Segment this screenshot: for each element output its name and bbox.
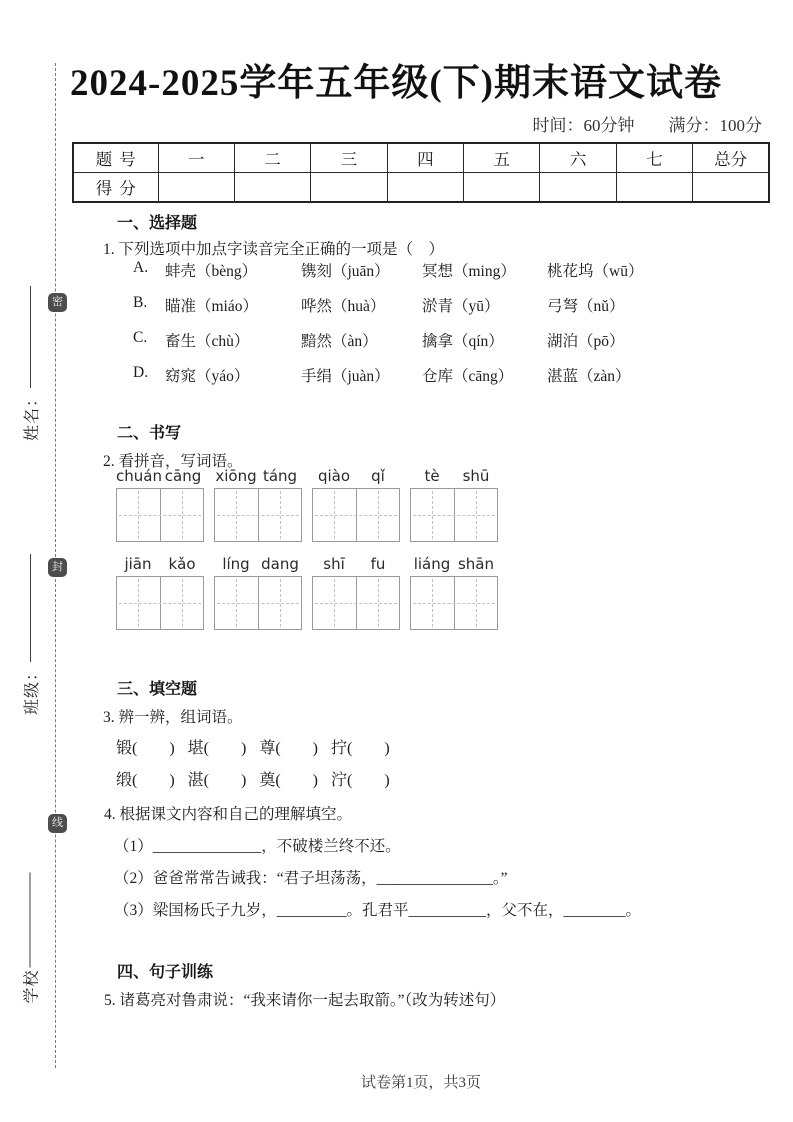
word-build-item: 锻( ) bbox=[116, 740, 175, 757]
option-row-c bbox=[133, 329, 758, 351]
writing-grid-box bbox=[312, 488, 400, 542]
option-word: 畜生（chù） bbox=[165, 333, 250, 350]
pinyin-syllable: tè bbox=[424, 467, 440, 485]
word-build-item: 缎( ) bbox=[116, 772, 175, 789]
score-table-score-row bbox=[73, 173, 769, 203]
question-4-item-2: （2）爸爸常常告诫我：“君子坦荡荡，_______________。” bbox=[114, 870, 508, 887]
pinyin-syllable: chuán bbox=[116, 467, 162, 485]
pinyin-syllable: shū bbox=[462, 467, 490, 485]
pinyin-labels-row-2 bbox=[116, 555, 498, 573]
writing-grid-cell bbox=[454, 577, 498, 629]
writing-grid-cell bbox=[215, 489, 258, 541]
pinyin-group bbox=[312, 555, 400, 573]
writing-grid-cell bbox=[160, 577, 204, 629]
score-table-header-cell: 五 bbox=[464, 143, 540, 173]
writing-grid-box bbox=[116, 576, 204, 630]
option-label: A. bbox=[133, 259, 149, 276]
writing-grid-cell bbox=[411, 489, 454, 541]
word-build-item: 尊( ) bbox=[259, 740, 319, 757]
name-field bbox=[19, 271, 41, 441]
pinyin-syllable: qǐ bbox=[371, 467, 385, 485]
option-row-d bbox=[133, 364, 758, 386]
school-blank-line bbox=[29, 872, 30, 967]
option-word: 蚌壳（bèng） bbox=[165, 263, 258, 280]
word-build-item: 湛( ) bbox=[187, 772, 247, 789]
score-cell bbox=[693, 173, 769, 203]
school-label: 学校 bbox=[23, 969, 40, 1004]
word-build-row-2 bbox=[116, 767, 390, 790]
pinyin-group bbox=[312, 467, 400, 485]
writing-grid-cell bbox=[411, 577, 454, 629]
pinyin-syllable: táng bbox=[262, 467, 298, 485]
score-cell bbox=[616, 173, 692, 203]
score-table bbox=[72, 142, 770, 203]
seal-char-mi: 密 bbox=[48, 293, 67, 312]
pinyin-labels-row-1 bbox=[116, 467, 498, 485]
seal-char-feng: 封 bbox=[48, 558, 67, 577]
pinyin-syllable: qiào bbox=[317, 467, 351, 485]
pinyin-syllable: fu bbox=[370, 555, 386, 573]
option-word: 湛蓝（zàn） bbox=[547, 368, 631, 385]
writing-grid-box bbox=[312, 576, 400, 630]
score-row-label: 得分 bbox=[73, 173, 158, 203]
writing-grid-cell bbox=[356, 577, 400, 629]
section-fill-heading: 三、填空题 bbox=[117, 681, 198, 698]
page-footer: 试卷第1页，共3页 bbox=[360, 1075, 481, 1091]
pinyin-group bbox=[410, 467, 498, 485]
section-choice-heading: 一、选择题 bbox=[117, 215, 198, 232]
pinyin-group bbox=[116, 467, 204, 485]
word-build-item: 堪( ) bbox=[187, 740, 247, 757]
writing-grid-box bbox=[116, 488, 204, 542]
exam-meta bbox=[72, 111, 762, 136]
option-row-b bbox=[133, 294, 758, 316]
option-label: C. bbox=[133, 329, 148, 346]
score-table-header-cell: 二 bbox=[234, 143, 310, 173]
question-4-item-3: （3）梁国杨氏子九岁，_________。孔君平__________，父不在，________。 bbox=[114, 902, 642, 919]
option-word: 黯然（àn） bbox=[301, 333, 378, 350]
score-cell bbox=[464, 173, 540, 203]
question-1-stem: 1. 下列选项中加点字读音完全正确的一项是（ ） bbox=[103, 241, 445, 258]
writing-grid-cell bbox=[215, 577, 258, 629]
writing-grid-box bbox=[214, 576, 302, 630]
writing-grid-cell bbox=[160, 489, 204, 541]
name-blank-line bbox=[30, 286, 31, 388]
writing-grid-cell bbox=[454, 489, 498, 541]
class-label: 班级： bbox=[23, 663, 41, 715]
pinyin-syllable: jiān bbox=[124, 555, 152, 573]
score-cell bbox=[311, 173, 387, 203]
score-table-header-row bbox=[73, 143, 769, 173]
writing-grid-cell bbox=[356, 489, 400, 541]
option-word: 冥想（ming） bbox=[422, 263, 516, 280]
score-table-header-cell: 一 bbox=[158, 143, 234, 173]
class-field bbox=[19, 545, 41, 715]
school-field bbox=[19, 849, 41, 1004]
writing-grid-cell bbox=[258, 489, 302, 541]
page-title: 2024-2025学年五年级(下)期末语文试卷 bbox=[70, 63, 722, 104]
option-word: 瞄准（miáo） bbox=[165, 298, 258, 315]
class-blank-line bbox=[30, 554, 31, 662]
pinyin-group bbox=[116, 555, 204, 573]
writing-grid-cell bbox=[117, 577, 160, 629]
option-label: B. bbox=[133, 294, 148, 311]
writing-grid-cell bbox=[258, 577, 302, 629]
pinyin-syllable: kǎo bbox=[168, 555, 196, 573]
seal-char-xian: 线 bbox=[48, 814, 67, 833]
score-table-header-cell: 七 bbox=[616, 143, 692, 173]
option-word: 哗然（huà） bbox=[301, 298, 386, 315]
option-word: 窈窕（yáo） bbox=[165, 368, 250, 385]
option-label: D. bbox=[133, 364, 149, 381]
score-table-header-cell: 六 bbox=[540, 143, 616, 173]
pinyin-syllable: xiōng bbox=[215, 467, 257, 485]
pinyin-syllable: líng bbox=[222, 555, 250, 573]
score-table-header-cell: 题号 bbox=[73, 143, 158, 173]
question-5-stem: 5. 诸葛亮对鲁肃说：“我来请你一起去取箭。”（改为转述句） bbox=[104, 992, 506, 1009]
score-table-header-cell: 总分 bbox=[693, 143, 769, 173]
pinyin-syllable: dang bbox=[261, 555, 299, 573]
option-word: 擒拿（qín） bbox=[422, 333, 504, 350]
writing-grid-box bbox=[410, 488, 498, 542]
option-word: 镌刻（juān） bbox=[301, 263, 390, 280]
question-2-stem: 2. 看拼音，写词语。 bbox=[103, 453, 243, 470]
section-sentence-heading: 四、句子训练 bbox=[117, 964, 214, 981]
score-cell bbox=[158, 173, 234, 203]
writing-grid-row-1 bbox=[116, 488, 498, 542]
section-writing-heading: 二、书写 bbox=[117, 425, 182, 442]
pinyin-syllable: liáng bbox=[413, 555, 451, 573]
writing-grid-box bbox=[214, 488, 302, 542]
score-table-header-cell: 三 bbox=[311, 143, 387, 173]
pinyin-syllable: cāng bbox=[164, 467, 202, 485]
word-build-item: 泞( ) bbox=[331, 772, 390, 789]
question-4-item-1: （1）______________，不破楼兰终不还。 bbox=[114, 838, 401, 855]
word-build-row-1 bbox=[116, 735, 390, 758]
pinyin-syllable: shān bbox=[457, 555, 495, 573]
full-score: 满分：100分 bbox=[668, 116, 762, 135]
pinyin-group bbox=[214, 467, 302, 485]
time-limit: 时间：60分钟 bbox=[532, 116, 635, 135]
pinyin-syllable: shī bbox=[323, 555, 345, 573]
writing-grid-cell bbox=[117, 489, 160, 541]
writing-grid-cell bbox=[313, 577, 356, 629]
score-cell bbox=[234, 173, 310, 203]
option-word: 仓库（cāng） bbox=[422, 368, 514, 385]
score-cell bbox=[540, 173, 616, 203]
option-word: 手绢（juàn） bbox=[301, 368, 390, 385]
pinyin-group bbox=[410, 555, 498, 573]
option-word: 淤青（yū） bbox=[422, 298, 500, 315]
score-cell bbox=[387, 173, 463, 203]
option-word: 湖泊（pō） bbox=[547, 333, 625, 350]
question-3-stem: 3. 辨一辨，组词语。 bbox=[103, 709, 243, 726]
writing-grid-box bbox=[410, 576, 498, 630]
writing-grid-row-2 bbox=[116, 576, 498, 630]
option-word: 弓弩（nǔ） bbox=[547, 298, 625, 315]
option-row-a bbox=[133, 259, 758, 281]
name-label: 姓名： bbox=[23, 389, 41, 441]
writing-grid-cell bbox=[313, 489, 356, 541]
pinyin-group bbox=[214, 555, 302, 573]
question-4-stem: 4. 根据课文内容和自己的理解填空。 bbox=[104, 806, 353, 823]
option-word: 桃花坞（wū） bbox=[547, 263, 644, 280]
word-build-item: 拧( ) bbox=[331, 740, 390, 757]
word-build-item: 奠( ) bbox=[259, 772, 319, 789]
score-table-header-cell: 四 bbox=[387, 143, 463, 173]
